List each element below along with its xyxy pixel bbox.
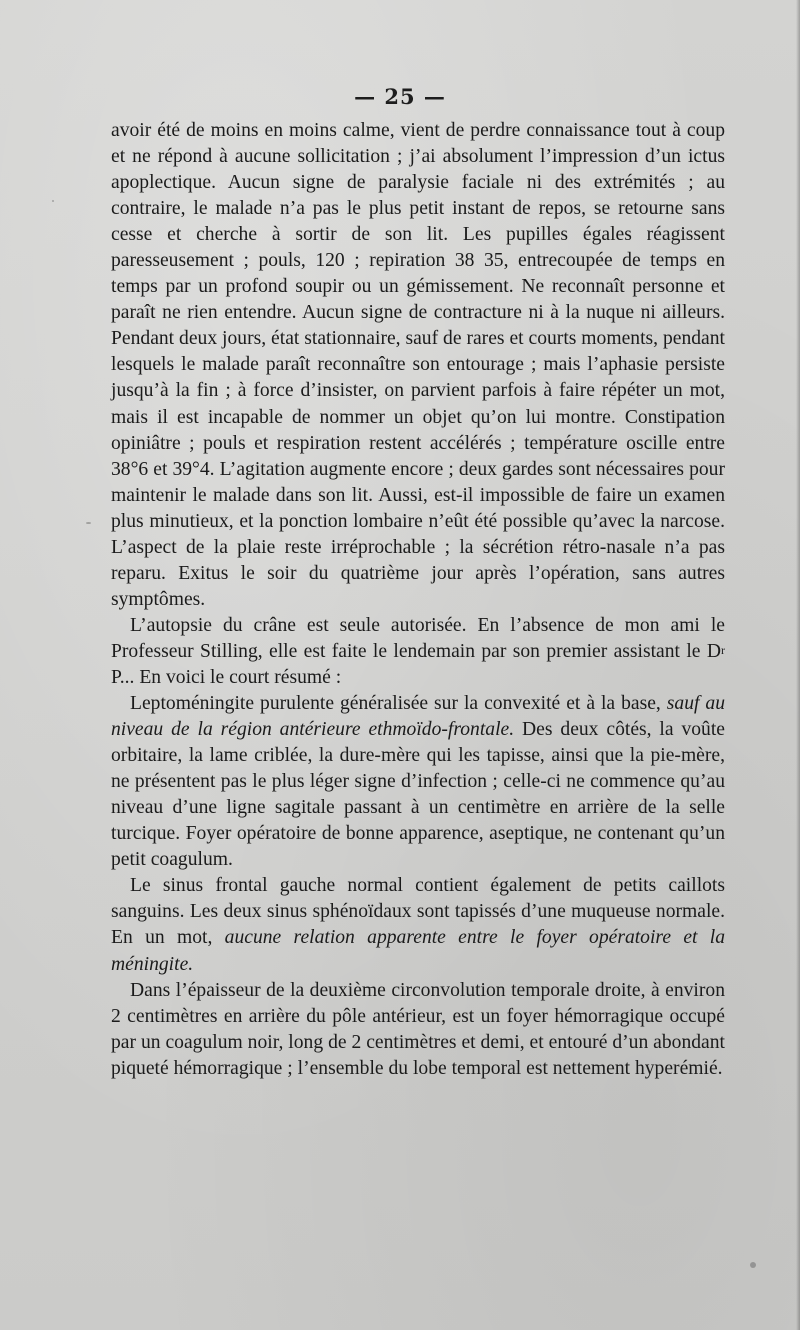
paragraph-5: Dans l’épaisseur de la deuxième circonvolution temporale droite, à environ 2 centimètres en arrière du pôle antérieur, est un foyer hémorragique occupé par un coagulum noir, long de 2 centimètres et demi, et entouré d’un abondant piqueté hémorragique ; l’ensemble du lobe temporal est nettement hyperémié. [111,979,725,1079]
paper-speck [52,200,54,202]
page-number: — 25 — [354,84,446,109]
paragraph-1: avoir été de moins en moins calme, vient de perdre connaissance tout à coup et ne répond à aucune sollicitation ; j’ai absolument l’impression d’un ictus apoplectique. Aucun signe de paralysie faciale ni des extrémités ; au contraire, le malade n’a pas le plus petit instant de repos, se retourne sans cesse et cherche à sortir de son lit. Les pupilles égales réagissent paresseusement ; pouls, 120 ; repiration 38 35, entrecoupée de temps en temps par un profond soupir ou un gémissement. Ne reconnaît personne et paraît ne rien entendre. Aucun signe de contracture ni à la nuque ni ailleurs. Pendant deux jours, état stationnaire, sauf de rares et courts moments, pendant lesquels le malade paraît reconnaître son entourage ; mais l’aphasie persiste jusqu’à la fin ; à force d’insister, on parvient parfois à faire répéter un mot, mais il est incapable de nommer un objet qu’on lui montre. Constipation opiniâtre ; pouls et respiration restent accélérés ; température oscille entre 38°6 et 39°4. L’agitation augmente encore ; deux gardes sont nécessaires pour maintenir le malade dans son lit. Aussi, est-il impossible de faire un examen plus minutieux, et la ponction lombaire n’eût été possible qu’avec la narcose. L’aspect de la plaie reste irréprochable ; la sécrétion rétro-nasale n’a pas reparu. Exitus le soir du quatrième jour après l’opération, sans autres symptômes. [111,120,725,610]
body-text [111,118,725,1082]
paragraph-3 [111,691,725,873]
paragraph-3-italic: sauf au niveau de la région antérieure ethmoïdo-frontale. [111,693,725,741]
paragraph-4 [111,873,725,977]
paragraph-2-text: L’autopsie du crâne est seule autorisée. En l’absence de mon ami le Professeur Stilling, elle est faite le lendemain par son premier assistant le D [111,614,725,662]
paper-speck [86,522,91,524]
paragraph-4-text: Le sinus frontal gauche normal contient également de petits caillots sanguins. Les deux sinus sphénoïdaux sont tapissés d’une muqueuse normale. En un mot, [111,875,725,949]
paragraph-3-text-end: Des deux côtés, la voûte orbitaire, la lame criblée, la dure-mère qui les tapisse, ainsi que la pie-mère, ne présentent pas le plus léger signe d’infection ; celle-ci ne commence qu’au niveau d’une ligne sagitale passant à un centimètre en arrière de la selle turcique. Foyer opératoire de bonne apparence, aseptique, ne contenant qu’un petit coagulum. [111,719,725,871]
paragraph-2-text-end: P... En voici le court résumé : [111,666,342,688]
paper-speck [750,1262,756,1268]
superscript-r: r [721,642,725,657]
page-edge-shadow [796,0,800,1330]
paragraph-3-text: Leptoméningite purulente généralisée sur la convexité et à la base, [130,693,667,715]
paragraph-4-italic: aucune relation apparente entre le foyer opératoire et la méningite. [111,927,726,975]
paragraph-2 [111,613,725,691]
